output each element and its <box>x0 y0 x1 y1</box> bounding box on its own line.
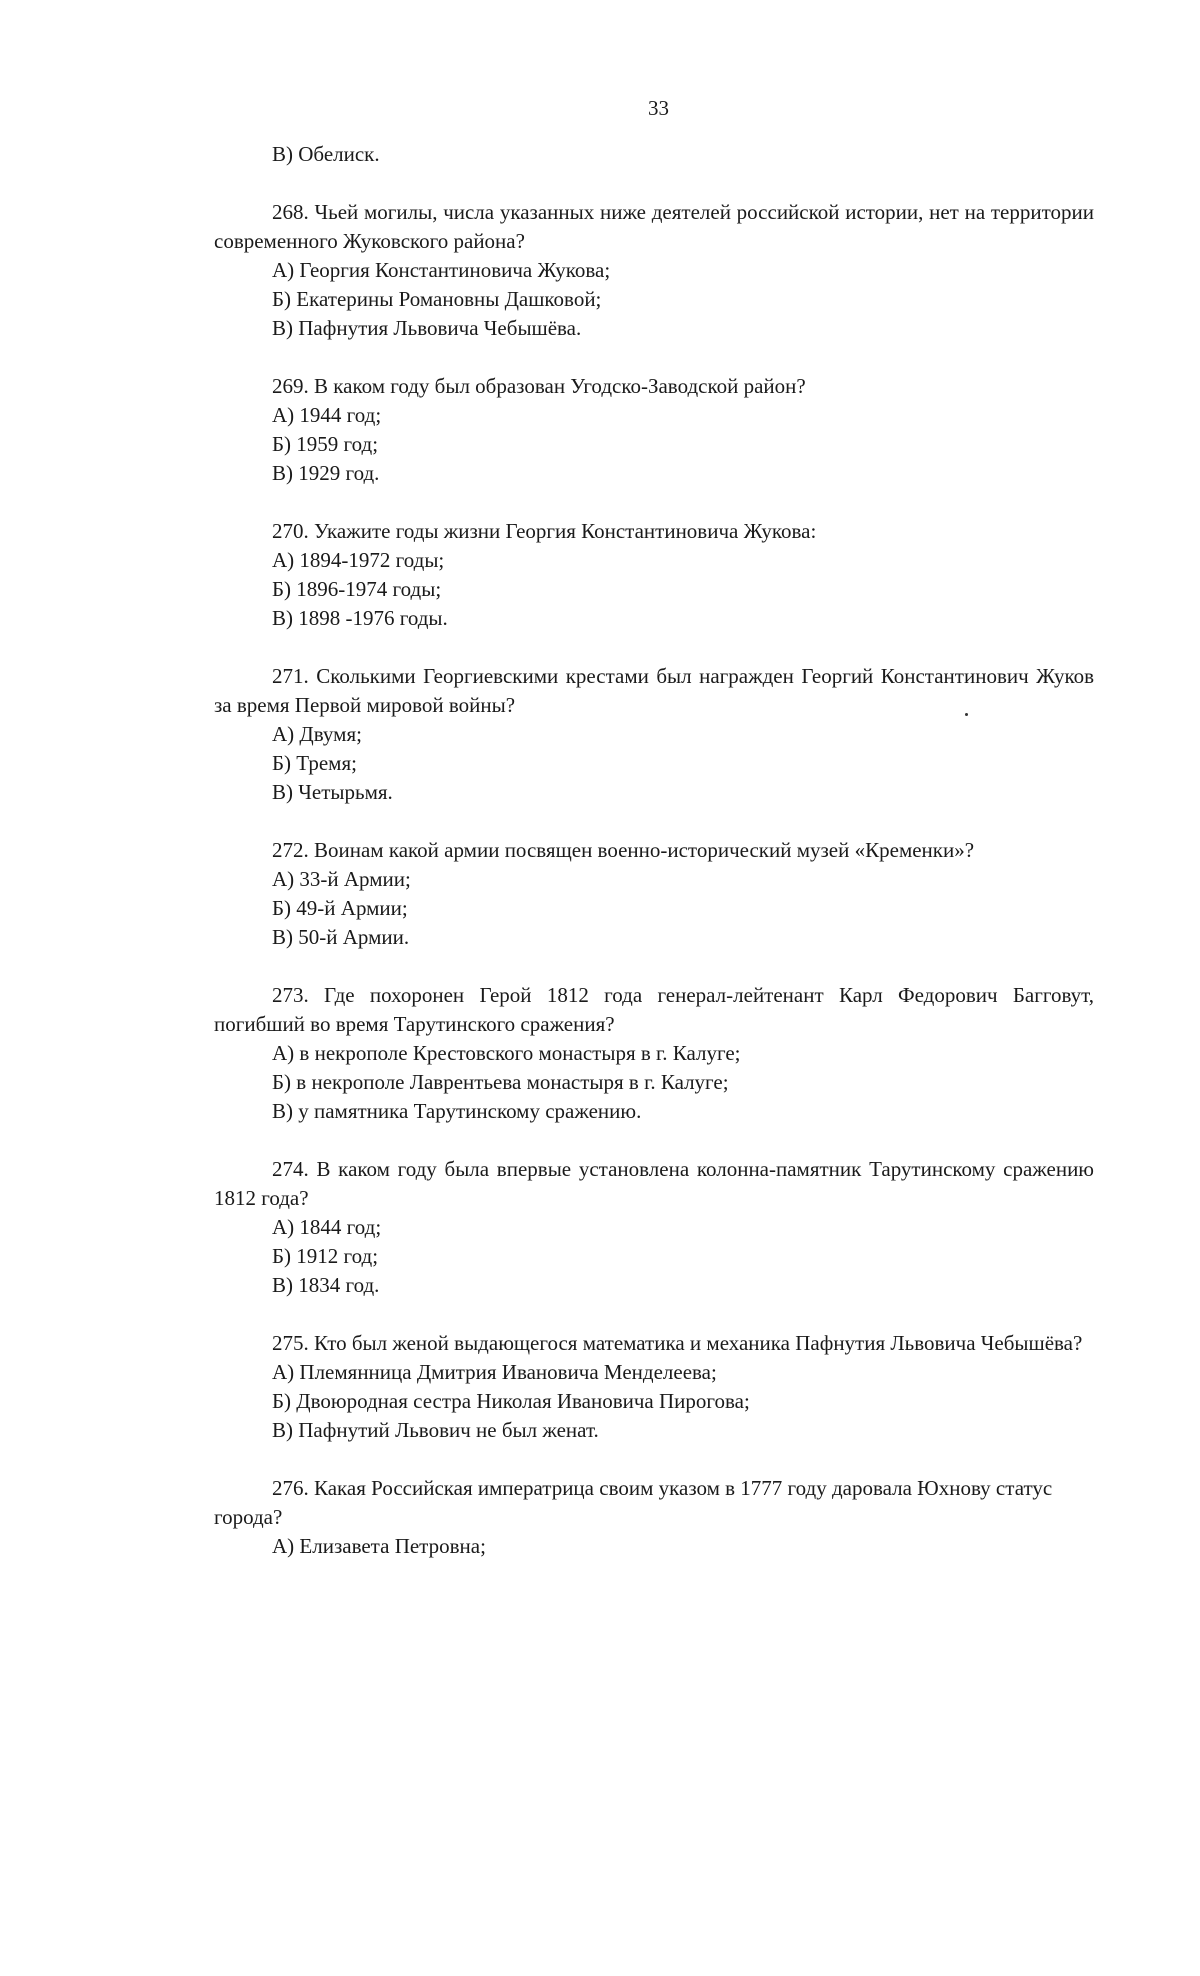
page-number: 33 <box>648 96 669 120</box>
answer-option: Б) в некрополе Лаврентьева монастыря в г. Калуге; <box>272 1070 729 1094</box>
answer-option: В) Пафнутия Львовича Чебышёва. <box>272 316 582 340</box>
answer-option: Б) 49-й Армии; <box>272 896 408 920</box>
answer-option: В) 1898 -1976 годы. <box>272 606 448 630</box>
question-text: 272. Воинам какой армии посвящен военно-исторический музей «Кременки»? <box>272 838 975 862</box>
answer-option: В) у памятника Тарутинскому сражению. <box>272 1099 642 1123</box>
question-272 <box>214 836 1094 952</box>
answer-option: А) Племянница Дмитрия Ивановича Менделеева; <box>272 1360 717 1384</box>
question-269 <box>214 372 1094 488</box>
scan-speck <box>965 713 968 716</box>
answer-option: А) в некрополе Крестовского монастыря в г. Калуге; <box>272 1041 741 1065</box>
page-content <box>214 140 1094 1590</box>
question-text: 276. Какая Российская императрица своим указом в 1777 году даровала Юхнову статус города? <box>214 1476 1053 1529</box>
answer-option: А) Георгия Константиновича Жукова; <box>272 258 611 282</box>
question-text: 268. Чьей могилы, числа указанных ниже деятелей российской истории, нет на территории современного Жуковского района? <box>214 200 1094 253</box>
question-268 <box>214 198 1094 343</box>
question-271 <box>214 662 1094 807</box>
answer-option: Б) Тремя; <box>272 751 357 775</box>
answer-option: Б) 1912 год; <box>272 1244 379 1268</box>
question-275 <box>214 1329 1094 1445</box>
answer-option: В) 50-й Армии. <box>272 925 410 949</box>
answer-option: Б) 1959 год; <box>272 432 379 456</box>
question-274 <box>214 1155 1094 1300</box>
answer-option: В) 1929 год. <box>272 461 380 485</box>
answer-option: В) Четырьмя. <box>272 780 393 804</box>
answer-option: А) Двумя; <box>272 722 362 746</box>
answer-option: В) 1834 год. <box>272 1273 380 1297</box>
question-text: 274. В каком году была впервые установлена колонна-памятник Тарутинскому сражению 1812 года? <box>214 1157 1094 1210</box>
question-text: 270. Укажите годы жизни Георгия Константиновича Жукова: <box>272 519 817 543</box>
answer-option: Б) Екатерины Романовны Дашковой; <box>272 287 602 311</box>
question-276 <box>214 1474 1094 1561</box>
answer-option: А) 1894-1972 годы; <box>272 548 445 572</box>
question-text: 269. В каком году был образован Угодско-Заводской район? <box>272 374 806 398</box>
question-270 <box>214 517 1094 633</box>
answer-option: А) 33-й Армии; <box>272 867 411 891</box>
answer-option: Б) 1896-1974 годы; <box>272 577 442 601</box>
question-text: 275. Кто был женой выдающегося математика и механика Пафнутия Львовича Чебышёва? <box>272 1331 1083 1355</box>
answer-option: В) Пафнутий Львович не был женат. <box>272 1418 599 1442</box>
question-273 <box>214 981 1094 1126</box>
answer-option: Б) Двоюродная сестра Николая Ивановича Пирогова; <box>272 1389 750 1413</box>
question-text: 273. Где похоронен Герой 1812 года генерал-лейтенант Карл Федорович Багговут, погибший во время Тарутинского сражения? <box>214 983 1094 1036</box>
answer-option: А) 1944 год; <box>272 403 382 427</box>
answer-option: А) Елизавета Петровна; <box>272 1534 486 1558</box>
answer-option: А) 1844 год; <box>272 1215 382 1239</box>
question-text: 271. Сколькими Георгиевскими крестами был награжден Георгий Константинович Жуков за время Первой мировой войны? <box>214 664 1094 717</box>
previous-question-option: В) Обелиск. <box>272 142 380 166</box>
